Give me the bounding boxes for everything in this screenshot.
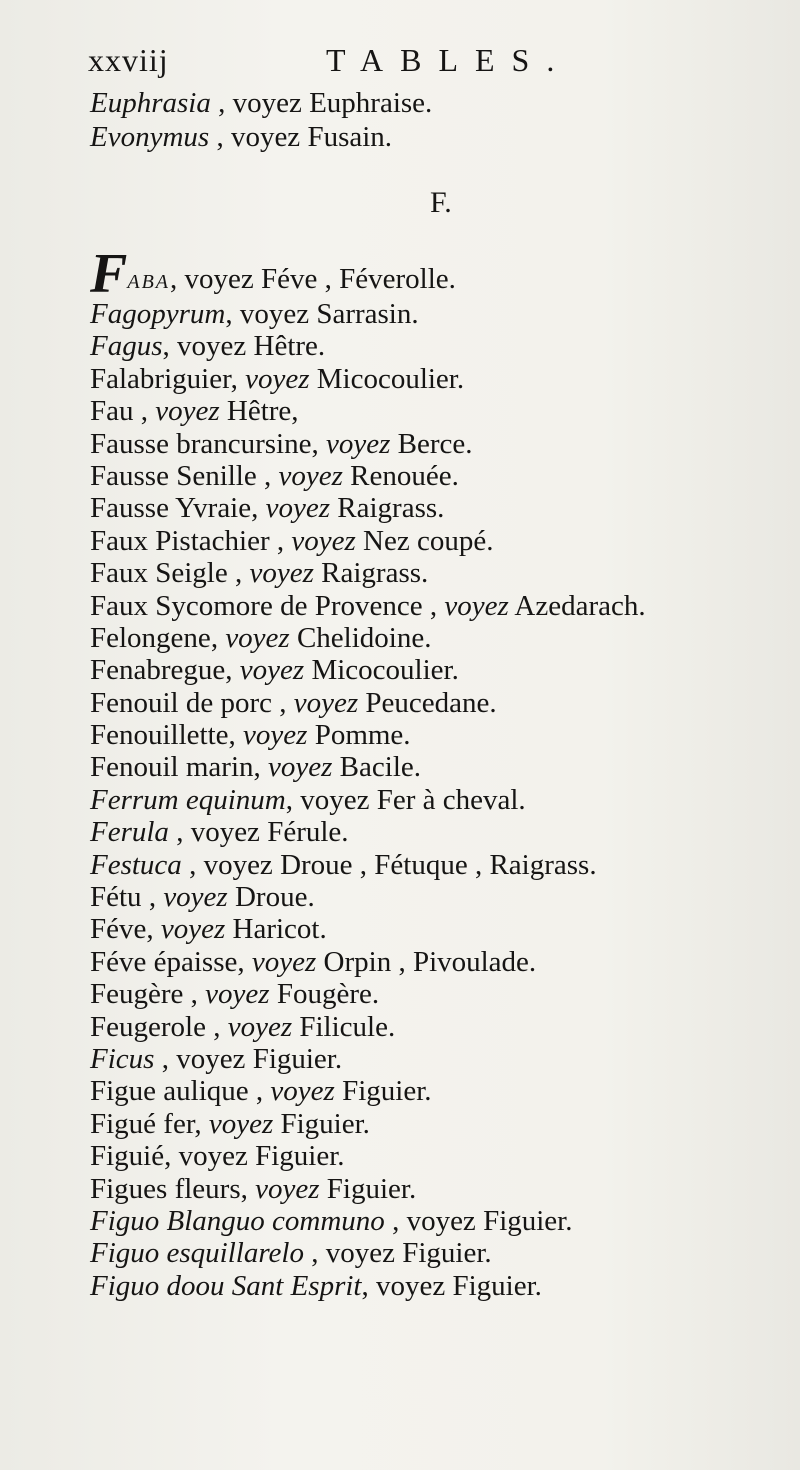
entry-term: Fenouil de porc — [90, 686, 273, 719]
index-entry-list — [90, 298, 780, 1302]
entry-see: voyez — [406, 1204, 476, 1237]
entry-term: Felongene — [90, 621, 211, 654]
entry-separator: , — [146, 913, 161, 946]
entry-term: Feugerole — [90, 1010, 206, 1043]
entry-see: voyez — [163, 881, 228, 914]
entry-separator: , — [269, 524, 292, 557]
entry-separator: , — [256, 459, 279, 492]
entry-separator: , — [225, 298, 240, 330]
entry-see: voyez — [190, 816, 260, 849]
entry-see: voyez — [270, 1075, 335, 1108]
entry-separator: , — [251, 492, 266, 525]
entry-term: Figuié — [90, 1140, 165, 1173]
entry-term: Fagopyrum — [90, 298, 226, 330]
index-entry — [90, 913, 780, 945]
entry-term: Festuca — [90, 848, 182, 881]
entry-separator: , — [154, 1042, 177, 1075]
entry-separator: , — [253, 751, 269, 784]
index-entry — [90, 1205, 780, 1237]
entry-see: voyez — [230, 121, 301, 153]
entry-reference: Fusain. — [307, 121, 393, 153]
entry-see: voyez — [249, 557, 314, 590]
entry-reference: Figuier. — [255, 1140, 345, 1173]
entry-term: Faux Sycomore de Provence — [90, 589, 423, 622]
entry-separator: , — [210, 87, 233, 119]
index-entry — [90, 330, 780, 362]
entry-reference: Férule. — [267, 816, 349, 849]
entry-reference: Hêtre. — [253, 330, 326, 363]
entry-reference: Euphraise. — [309, 87, 433, 119]
entry-separator: , — [240, 1172, 256, 1205]
entry-see: voyez — [293, 686, 359, 719]
index-entry — [90, 298, 780, 330]
entry-separator: , — [141, 881, 164, 914]
entry-separator: , — [170, 263, 185, 295]
entry-reference: Micocoulier. — [316, 362, 465, 395]
index-entry — [90, 590, 780, 622]
entry-reference: Figuier. — [342, 1075, 432, 1108]
entry-separator: , — [384, 1204, 407, 1237]
entry-separator: , — [304, 1237, 326, 1270]
entry-see: voyez — [291, 524, 356, 557]
entry-see: voyez — [375, 1269, 446, 1302]
entry-reference: Sarrasin. — [316, 298, 419, 330]
entry-term-rest: ABA — [127, 271, 171, 293]
index-entry — [90, 492, 780, 524]
entry-reference: Chelidoine. — [296, 621, 432, 654]
index-entry — [90, 428, 780, 460]
entry-reference: Hêtre, — [226, 395, 299, 428]
entry-separator: , — [133, 395, 156, 428]
entry-separator: , — [181, 848, 204, 881]
entry-reference: Orpin , Pivoulade. — [323, 945, 537, 978]
index-entry — [90, 881, 780, 913]
drop-cap-initial: F — [90, 243, 128, 305]
entry-separator: , — [248, 1075, 271, 1108]
entry-term: Fenouillette — [90, 719, 229, 752]
entry-separator: , — [311, 427, 326, 460]
entry-see: voyez — [300, 783, 370, 816]
entry-see: voyez — [208, 1107, 274, 1140]
index-entry — [90, 1173, 780, 1205]
entry-see: voyez — [278, 459, 343, 492]
entry-separator: , — [183, 978, 206, 1011]
index-entry — [90, 1075, 780, 1107]
entry-term: Figuo doou Sant Esprit — [90, 1269, 362, 1302]
section-letter: F. — [430, 186, 452, 219]
entry-term: Euphrasia — [90, 87, 211, 119]
index-entry — [90, 1237, 780, 1269]
entry-separator: , — [194, 1107, 209, 1140]
entry-term: Fausse brancursine — [90, 427, 312, 460]
entry-see: voyez — [268, 751, 333, 784]
index-entry — [90, 654, 780, 686]
index-entry — [90, 460, 780, 492]
entry-see: voyez — [444, 589, 509, 622]
entry-reference: Droue , Fétuque , Raigrass. — [280, 848, 597, 881]
entry-term: Figuo esquillarelo — [90, 1237, 304, 1270]
entry-term: Fausse Yvraie — [90, 492, 252, 525]
index-entry — [90, 1270, 780, 1302]
index-entry — [90, 622, 780, 654]
index-entry — [90, 687, 780, 719]
entry-term: Fenabregue — [90, 654, 226, 687]
entry-term: Figue aulique — [90, 1075, 249, 1108]
entry-reference: Figuier. — [252, 1042, 343, 1075]
entry-reference: Figuier. — [402, 1237, 492, 1270]
entry-see: voyez — [177, 330, 247, 363]
entry-term: Falabriguier — [90, 362, 231, 395]
entry-reference: Raigrass. — [337, 492, 445, 525]
entry-see: voyez — [325, 1237, 395, 1270]
entry-reference: Féve , Féverolle. — [261, 263, 456, 295]
entry-see: voyez — [255, 1172, 320, 1205]
entry-see: voyez — [239, 298, 310, 330]
entry-separator: , — [210, 621, 226, 654]
index-entry — [90, 363, 780, 395]
entry-separator: , — [164, 1140, 179, 1173]
entry-separator: , — [230, 362, 246, 395]
entry-reference: Fer à cheval. — [376, 783, 526, 816]
entry-see: voyez — [160, 913, 226, 946]
entry-term: Faux Pistachier — [90, 524, 270, 557]
entry-reference: Renouée. — [350, 459, 459, 492]
entry-separator: , — [227, 557, 250, 590]
entry-see: voyez — [243, 719, 308, 752]
entry-reference: Haricot. — [232, 913, 327, 946]
entry-reference: Figuier. — [452, 1269, 542, 1302]
entry-separator: , — [228, 719, 244, 752]
entry-separator: , — [205, 1010, 228, 1043]
entry-reference: Figuier. — [483, 1204, 573, 1237]
entry-reference: Droue. — [234, 881, 315, 914]
entry-term: Faux Seigle — [90, 557, 228, 590]
entry-term: Fenouil marin — [90, 751, 254, 784]
entry-separator: , — [361, 1269, 376, 1302]
entry-reference: Figuier. — [280, 1107, 370, 1140]
entry-term: Féve — [90, 913, 147, 946]
entry-see: voyez — [225, 621, 290, 654]
entry-reference: Azedarach. — [514, 589, 646, 622]
entry-reference: Figuier. — [326, 1172, 417, 1205]
index-entry — [90, 1108, 780, 1140]
entry-see: voyez — [176, 1042, 246, 1075]
index-entry — [90, 120, 770, 154]
running-title: TABLES. — [326, 42, 572, 78]
index-entry — [90, 525, 780, 557]
entry-separator: , — [168, 816, 191, 849]
entry-term: Figué fer — [90, 1107, 195, 1140]
entry-see: voyez — [205, 978, 270, 1011]
entry-see: voyez — [203, 848, 273, 881]
entry-term: Fétu — [90, 881, 142, 914]
entry-see: voyez — [184, 263, 254, 295]
entry-reference: Pomme. — [314, 719, 411, 752]
entry-term: Ficus — [90, 1042, 155, 1075]
entry-reference: Fougère. — [276, 978, 380, 1011]
entry-separator: , — [225, 654, 240, 687]
index-entry — [90, 719, 780, 751]
page-header — [88, 42, 588, 86]
entry-reference: Nez coupé. — [363, 524, 494, 557]
index-entry — [90, 1011, 780, 1043]
entry-reference: Berce. — [397, 427, 473, 460]
entry-separator: , — [237, 945, 252, 978]
entry-term: Fau — [90, 395, 134, 428]
entry-see: voyez — [155, 395, 220, 428]
index-entry — [90, 784, 780, 816]
entry-term: Fagus — [90, 330, 163, 363]
entry-see: voyez — [245, 362, 310, 395]
index-entry — [90, 816, 780, 848]
entry-see: voyez — [251, 945, 317, 978]
index-entry — [90, 946, 780, 978]
index-entry — [90, 86, 770, 120]
entry-separator: , — [285, 783, 301, 816]
entry-term: Figues fleurs — [90, 1172, 241, 1205]
entry-term: Feugère — [90, 978, 184, 1011]
entry-term: Evonymus — [90, 121, 210, 153]
entry-reference: Bacile. — [339, 751, 421, 784]
entry-separator: , — [272, 686, 294, 719]
entry-see: voyez — [325, 427, 391, 460]
entry-see: voyez — [227, 1010, 293, 1043]
entry-separator: , — [209, 121, 231, 153]
index-entry — [90, 395, 780, 427]
entry-see: voyez — [178, 1140, 248, 1173]
entry-separator: , — [162, 330, 177, 363]
index-entry — [90, 849, 780, 881]
entry-see: voyez — [239, 654, 305, 687]
entry-see: voyez — [232, 87, 302, 119]
index-entry — [90, 978, 780, 1010]
entry-term: Figuo Blanguo communo — [90, 1204, 385, 1237]
entry-reference: Filicule. — [299, 1010, 396, 1043]
index-entry — [90, 751, 780, 783]
entry-term: Ferula — [90, 816, 169, 849]
entry-separator: , — [422, 589, 445, 622]
entry-term: Fausse Senille — [90, 459, 257, 492]
index-entry — [90, 1043, 780, 1075]
index-entry — [90, 1140, 780, 1172]
first-section-entry — [90, 242, 456, 305]
entry-see: voyez — [265, 492, 331, 525]
entry-reference: Micocoulier. — [311, 654, 459, 687]
entry-term: Féve épaisse — [90, 945, 238, 978]
entries-before-section — [90, 86, 770, 154]
entry-reference: Raigrass. — [321, 557, 429, 590]
entry-reference: Peucedane. — [365, 686, 497, 719]
entry-term: Ferrum equinum — [90, 783, 286, 816]
page-number: xxviij — [88, 42, 169, 78]
index-entry — [90, 557, 780, 589]
